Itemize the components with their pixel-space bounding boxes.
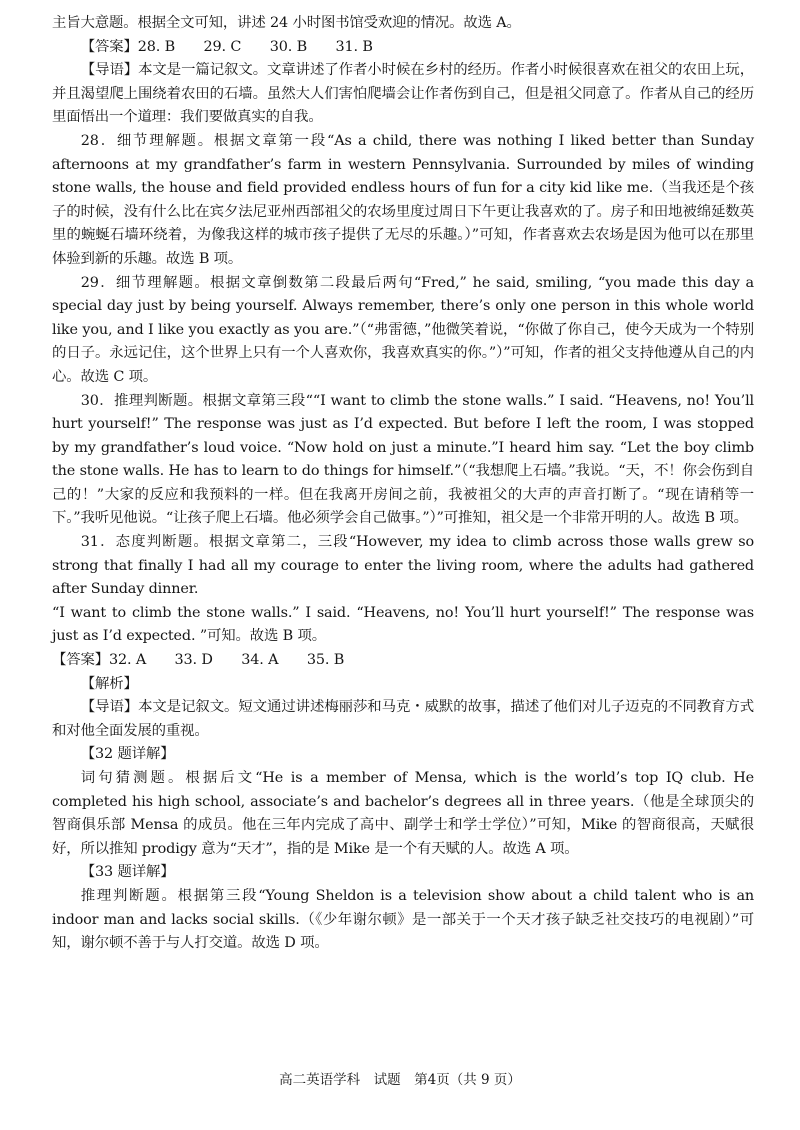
answer-line-28-31: 【答案】28. B 29. C 30. B 31. B — [80, 38, 373, 55]
paragraph-q32-explanation: 词句猜测题。根据后文“He is a member of Mensa, which is the world’s top IQ club. He completed his high school, associate’s and bachelor’s degrees all in three years.（他是全球顶尖的智商俱乐部 Mensa 的成员。他在三年内完成了高中、副学士和学士学位）”可知，Mike 的智商很高，天赋很好，所以推知 prodigy 意为“天才”，指的是 Mike 是一个有天赋的人。故选 A 项。 — [52, 770, 754, 857]
paragraph-q30-explanation: 30．推理判断题。根据文章第三段““I want to climb the stone walls.” I said. “Heavens, no! You’ll hurt yourself!” The response was just as I’d expected. But before I left the room, I was stopped by my grandfather’s loud voice. “Now hold on just a minute.”I heard him say. “Let the boy climb the stone walls. He has to learn to do things for himself.”（“我想爬上石墙。”我说。“天，不！你会伤到自己的！”大家的反应和我预料的一样。但在我离开房间之前，我被祖父的大声的声音打断了。“现在请稍等一下。”我听见他说。“让孩子爬上石墙。他必须学会自己做事。”）”可推知，祖父是一个非常开明的人。故选 B 项。 — [52, 392, 754, 527]
answer-line-32-35: 【答案】32. A 33. D 34. A 35. B — [52, 652, 345, 669]
paragraph-intro-28-31: 【导语】本文是一篇记叙文。文章讲述了作者小时候在乡村的经历。作者小时候很喜欢在祖父的农田上玩，并且渴望爬上围绕着农田的石墙。虽然大人们害怕爬墙会让作者伤到自己，但是祖父同意了。作者从自己的经历里面悟出一个道理：我们要做真实的自我。 — [52, 62, 754, 126]
paragraph-q31-continued: “I want to climb the stone walls.” I said. “Heavens, no! You’ll hurt yourself!” The response was just as I’d expected. ”可知。故选 B 项。 — [52, 604, 754, 645]
paragraph-q28-explanation: 28．细节理解题。根据文章第一段“As a child, there was nothing I liked better than Sunday afternoons at my grandfather’s farm in western Pennsylvania. Surrounded by miles of winding stone walls, the house and field provided endless hours of fun for a city kid like me.（当我还是个孩子的时候，没有什么比在宾夕法尼亚州西部祖父的农场里度过周日下午更让我喜欢的了。房子和田地被绵延数英里的蜿蜒石墙环绕着，为像我这样的城市孩子提供了无尽的乐趣。）”可知，作者喜欢去农场是因为他可以在那里体验到新的乐趣。故选 B 项。 — [52, 132, 754, 267]
analysis-heading: 【解析】 — [80, 675, 138, 692]
paragraph-main-idea-answer: 主旨大意题。根据全文可知，讲述 24 小时图书馆受欢迎的情况。故选 A。 — [52, 15, 521, 31]
paragraph-intro-32-35: 【导语】本文是记叙文。短文通过讲述梅丽莎和马克・威默的故事，描述了他们对儿子迈克的不同教育方式和对他全面发展的重视。 — [52, 699, 754, 739]
paragraph-q31-explanation: 31．态度判断题。根据文章第二，三段“However, my idea to climb across those walls grew so strong that finally I had all my courage to enter the living room, where the adults had gathered after Sunday dinner. — [52, 534, 754, 598]
heading-q32-detail: 【32 题详解】 — [80, 746, 175, 763]
paragraph-q33-explanation: 推理判断题。根据第三段“Young Sheldon is a television show about a child talent who is an indoor man and lacks social skills.（《少年谢尔顿》是一部关于一个天才孩子缺乏社交技巧的电视剧）”可知，谢尔顿不善于与人打交道。故选 D 项。 — [52, 887, 754, 952]
paragraph-q29-explanation: 29．细节理解题。根据文章倒数第二段最后两句“Fred,” he said, smiling, “you made this day a special day just by being yourself. Always remember, there’s only one person in this whole world like you, and I like you exactly as you are.”（“弗雷德，”他微笑着说，“你做了你自己，使今天成为一个特别的日子。永远记住，这个世界上只有一个人喜欢你，我喜欢真实的你。”）”可知，作者的祖父支持他遵从自己的内心。故选 C 项。 — [52, 274, 754, 385]
page-footer: 高二英语学科 试题 第4页（共 9 页） — [279, 1072, 521, 1088]
heading-q33-detail: 【33 题详解】 — [80, 864, 175, 881]
